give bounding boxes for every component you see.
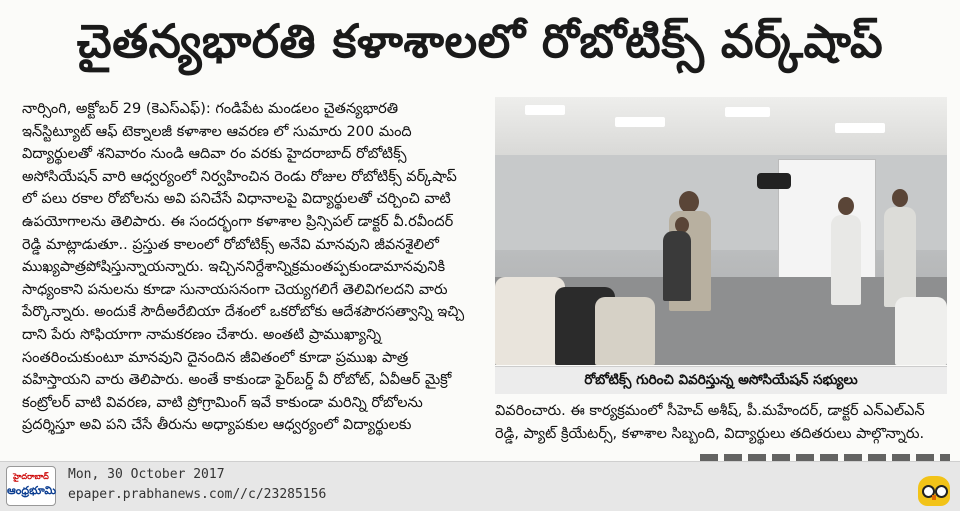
- photo-caption: రోబోటిక్స్ గురించి వివరిస్తున్న అసోసియేషన్ సభ్యులు: [495, 366, 947, 394]
- photo-person: [663, 231, 691, 301]
- photo-person-head: [838, 197, 854, 215]
- article-photo: [495, 97, 947, 365]
- photo-person-head: [679, 191, 699, 213]
- footer-date: Mon, 30 October 2017: [68, 467, 225, 482]
- body-line: విద్యార్థులతో శనివారం నుండి ఆదివా రం వరకు హైదరాబాద్ రోబోటిక్స్: [22, 146, 407, 163]
- body-line: లో పలు రకాల రోబోలను అవి పనిచేసే విధానాలపై విద్యార్థులతో చర్చించి వాటి: [22, 191, 451, 208]
- photo-ceiling-light: [525, 105, 565, 115]
- photo-ceiling-light: [615, 117, 665, 127]
- body-line: కంట్రోలర్ వాటి వివరణ, వాటి ప్రోగ్రామింగ్ ఇవే కాకుండా మరిన్ని రోబోలను: [22, 394, 423, 411]
- body-line: దాని పేరు సోఫియాగా నామకరణం చేశారు. అంతటి ప్రాముఖ్యాన్ని: [22, 326, 382, 343]
- article-headline: చైతన్యభారతి కళాశాలలో రోబోటిక్స్ వర్క్‌షాప్: [76, 14, 884, 68]
- body-line: వివరించారు. ఈ కార్యక్రమంలో సీహెచ్ అశీష్, పీ.మహేందర్, డాక్టర్ ఎన్‌ఎల్‌ఎన్: [495, 403, 925, 419]
- body-line: ముఖ్యపాత్రపోషిస్తున్నాయన్నారు. ఇచ్చిననిర్దేశాన్నిక్రమంతప్పకుండామానవునికి: [22, 259, 446, 276]
- article-body-continued: [495, 400, 947, 445]
- owl-icon: [918, 476, 950, 506]
- photo-audience: [895, 297, 947, 365]
- body-line: ప్రదర్శిస్తూ అవి పని చేసే తీరును అధ్యాపకుల ఆధ్వర్యంలో విద్యార్థులకు: [22, 417, 412, 434]
- body-line: సాధ్యంకాని పనులను కూడా సునాయసనంగా చెయ్యగలిగే తెలివిగలదని వారు: [22, 281, 448, 298]
- photo-person: [831, 215, 861, 305]
- body-line: ఉపయోగాలను తెలిపారు. ఈ సందర్భంగా కళాశాల ప్రిన్సిపల్ డాక్టర్ వీ.రవీందర్: [22, 213, 454, 230]
- photo-ceiling-light: [835, 123, 885, 133]
- body-line: వహిస్తాయని వారు తెలిపారు. అంతే కాకుండా ఫైర్‌బర్డ్ వీ రోబోట్, ఏవీఆర్ మైక్రో: [22, 372, 452, 389]
- logo-top-text: హైదరాబాద్: [13, 472, 49, 481]
- footer-url[interactable]: epaper.prabhanews.com//c/23285156: [68, 487, 327, 502]
- body-line: ఇన్‌స్టిట్యూట్ ఆఫ్ టెక్నాలజీ కళాశాల ఆవరణ లో సుమారు 200 మంది: [22, 123, 412, 140]
- body-line: సంతరించుకుంటూ మానవుని దైనందిన జీవితంలో కూడా ప్రముఖ పాత్ర: [22, 349, 409, 366]
- photo-audience: [595, 297, 655, 365]
- photo-projection-screen: [778, 159, 876, 281]
- article-body: [22, 98, 487, 437]
- body-line: అసోసియేషన్ వారి ఆధ్వర్యంలో నిర్వహించిన రెండు రోజుల రోబోటిక్స్ వర్క్‌షాప్: [22, 168, 457, 185]
- body-line: రెడ్డి మాట్లాడుతూ.. ప్రస్తుత కాలంలో రోబోటిక్స్ అనేవి మానవుని జీవనశైలిలో: [22, 236, 439, 253]
- photo-ceiling-light: [725, 107, 770, 117]
- body-line: రెడ్డి, ప్యాట్ క్రియేటర్స్, కళాశాల సిబ్బంది, విద్యార్థులు తదితరులు పాల్గొన్నారు.: [495, 425, 925, 442]
- photo-person: [884, 207, 916, 307]
- logo-bottom-text: ఆంధ్రభూమి: [7, 484, 57, 497]
- body-line: నార్సింగి, అక్టోబర్ 29 (కెఎస్‌ఎఫ్): గండిపేట మండలం చైతన్యభారతి: [22, 101, 399, 117]
- body-line: పేర్కొన్నారు. అందుకే సౌదీఅరేబియా దేశంలో ఒకరోబోకు ఆదేశపౌరసత్వాన్ని ఇచ్చి: [22, 304, 465, 321]
- newspaper-logo-icon[interactable]: [6, 466, 56, 506]
- photo-person-head: [892, 189, 908, 207]
- photo-wall: [495, 155, 947, 250]
- robot-icon: [757, 173, 791, 189]
